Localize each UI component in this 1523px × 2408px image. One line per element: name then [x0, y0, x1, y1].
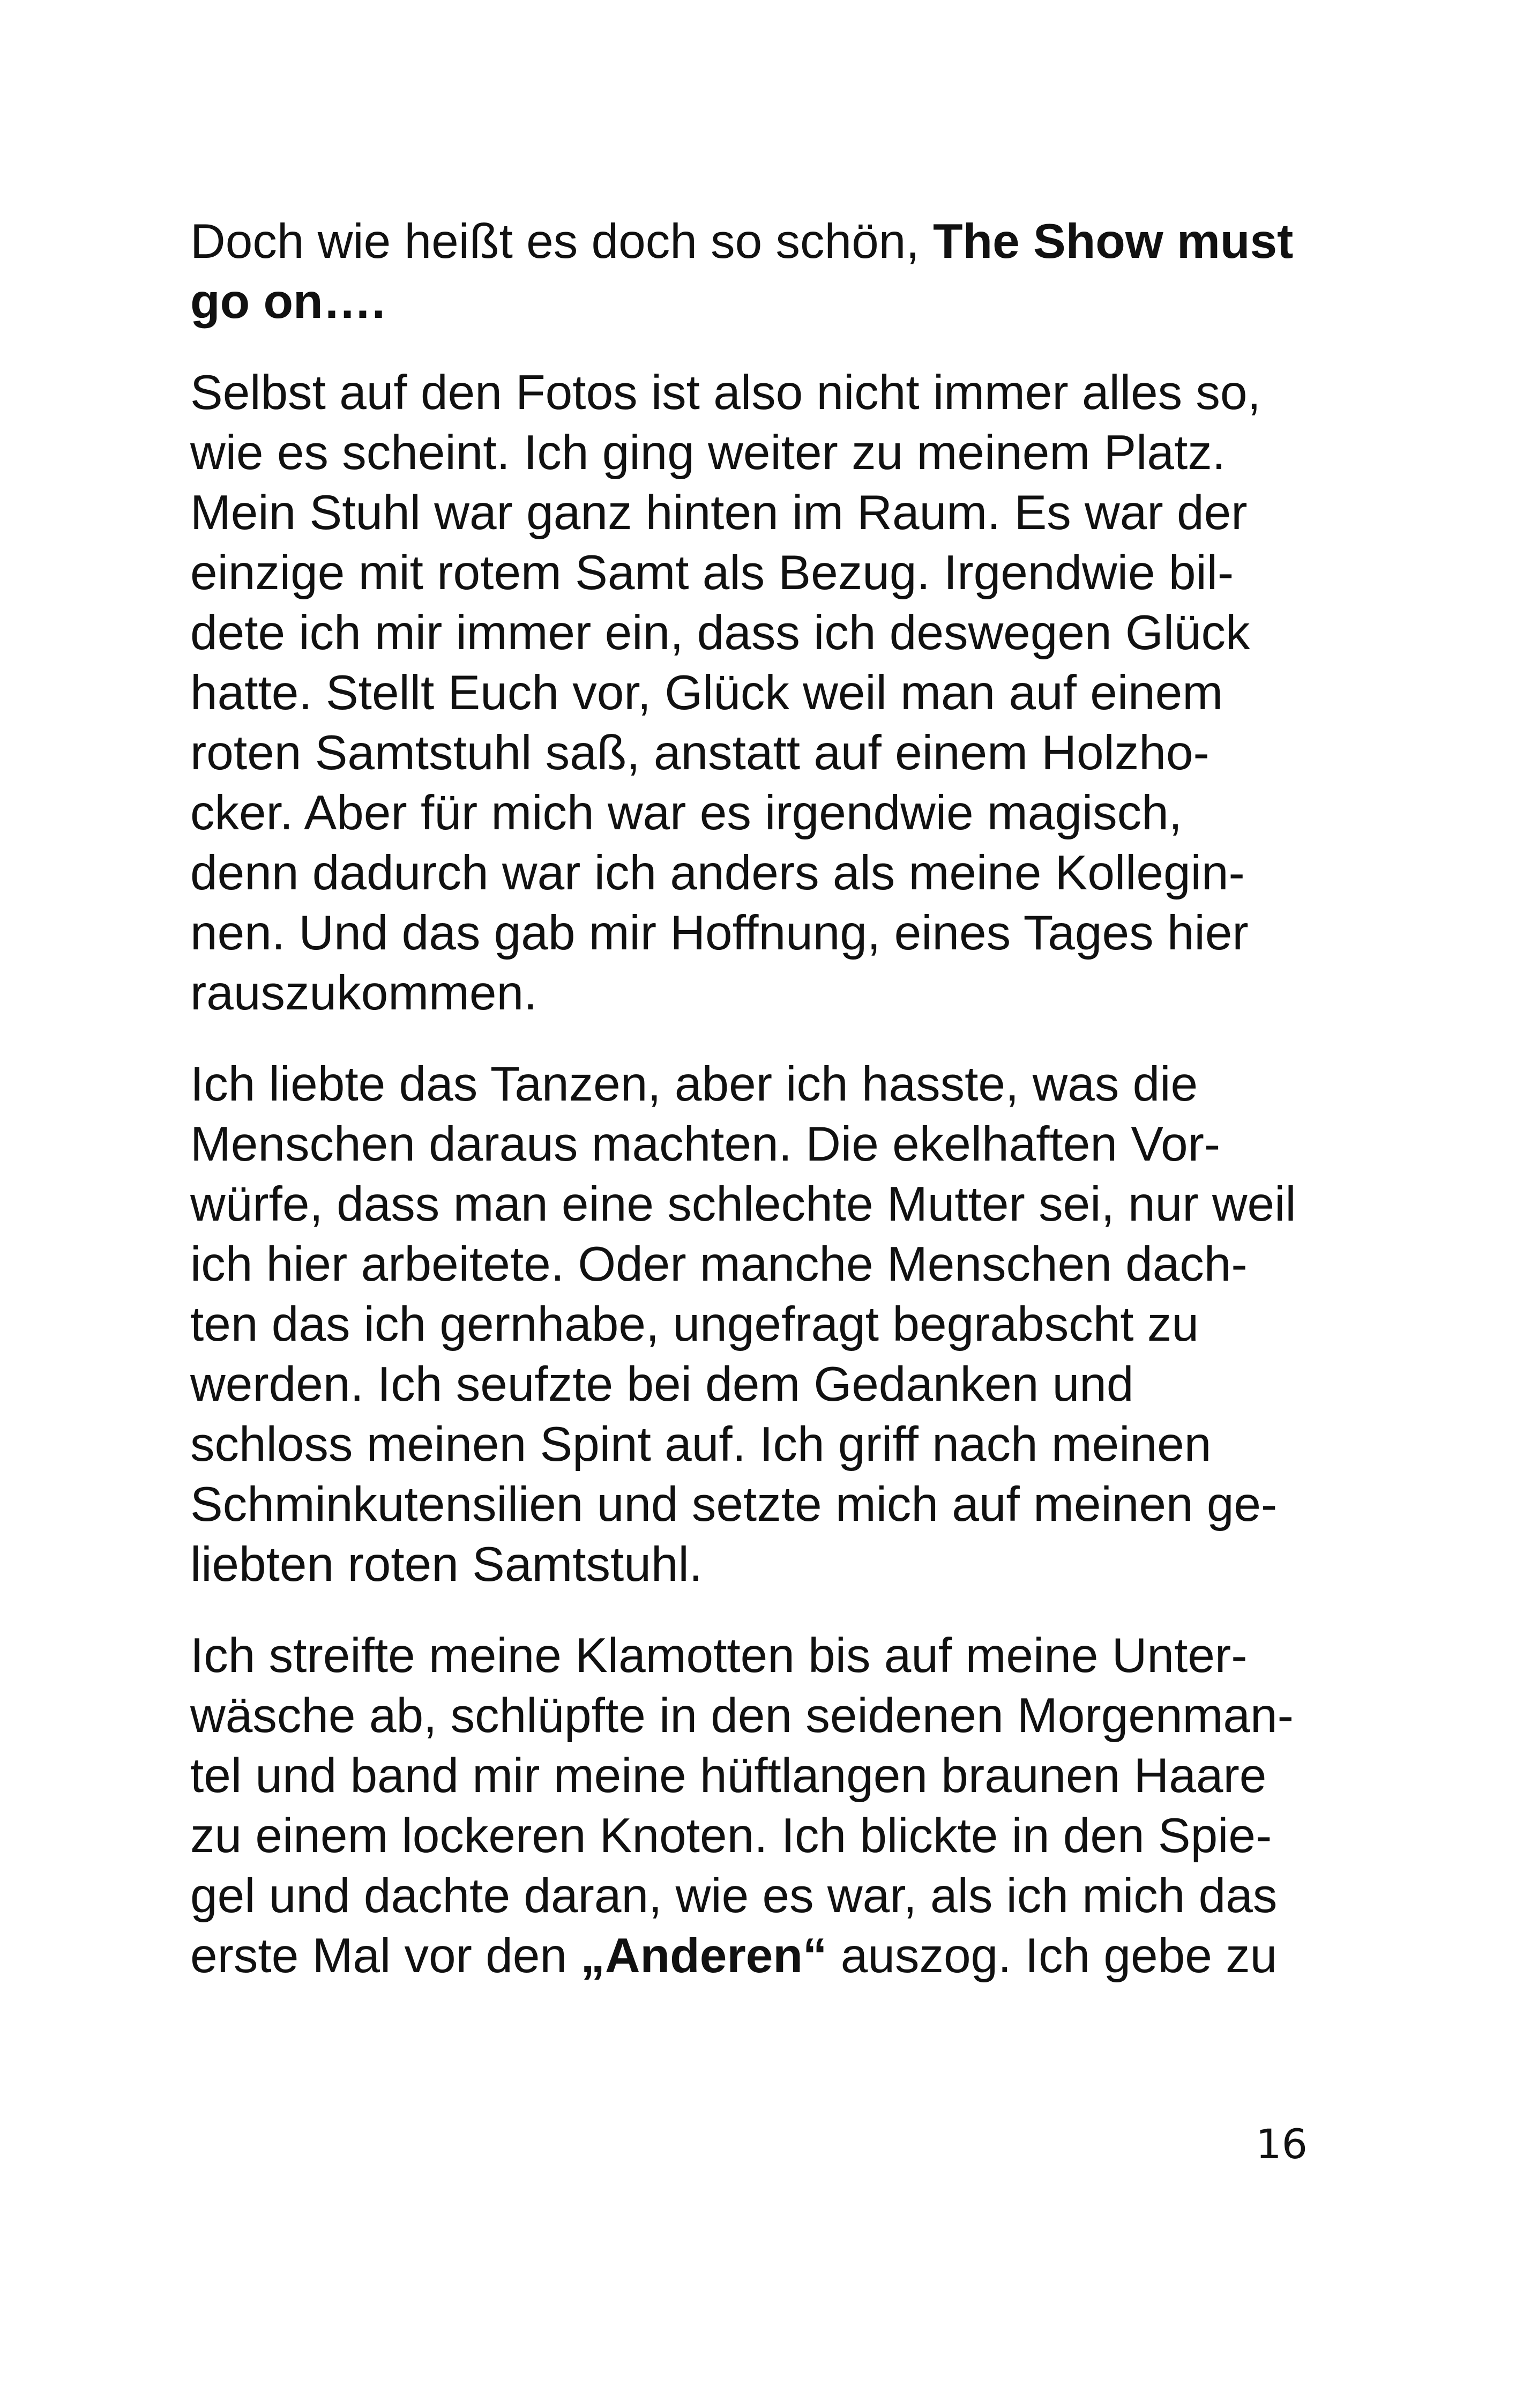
paragraph	[190, 212, 1305, 332]
text-segment: einzige mit rotem Samt als Bezug. Irgendwie bil-	[190, 546, 1234, 600]
text-line	[190, 903, 1305, 963]
text-segment: würfe, dass man eine schlechte Mutter sei, nur weil	[190, 1177, 1296, 1231]
bold-text-segment: go on….	[190, 274, 385, 329]
text-segment: zu einem lockeren Knoten. Ich blickte in den Spie-	[190, 1809, 1272, 1863]
text-segment: tel und band mir meine hüftlangen braunen Haare	[190, 1749, 1267, 1803]
text-segment: rauszukommen.	[190, 966, 537, 1020]
text-line	[190, 1475, 1305, 1535]
text-segment: cker. Aber für mich war es irgendwie magisch,	[190, 786, 1183, 840]
text-segment: wäsche ab, schlüpfte in den seidenen Morgenman-	[190, 1689, 1294, 1743]
text-line	[190, 1235, 1305, 1295]
text-line	[190, 1806, 1305, 1866]
text-line	[190, 1746, 1305, 1806]
text-segment: Selbst auf den Fotos ist also nicht immer alles so,	[190, 366, 1261, 420]
text-segment: Mein Stuhl war ganz hinten im Raum. Es war der	[190, 486, 1248, 540]
text-line	[190, 1686, 1305, 1746]
text-segment: wie es scheint. Ich ging weiter zu meinem Platz.	[190, 426, 1226, 480]
text-line	[190, 483, 1305, 543]
paragraph	[190, 363, 1305, 1023]
text-line	[190, 1535, 1305, 1595]
paragraph	[190, 1054, 1305, 1595]
text-segment: gel und dachte daran, wie es war, als ich mich das	[190, 1869, 1278, 1923]
text-line	[190, 1926, 1305, 1986]
text-segment: nen. Und das gab mir Hoffnung, eines Tages hier	[190, 906, 1249, 960]
text-segment: erste Mal vor den	[190, 1929, 581, 1983]
text-segment: auszog. Ich gebe zu	[827, 1929, 1278, 1983]
text-segment: ten das ich gernhabe, ungefragt begrabscht zu	[190, 1297, 1199, 1351]
page-number: 16	[1256, 2120, 1308, 2168]
text-line	[190, 423, 1305, 483]
text-segment: Ich streifte meine Klamotten bis auf meine Unter-	[190, 1629, 1248, 1683]
text-line	[190, 1175, 1305, 1235]
text-segment: ich hier arbeitete. Oder manche Menschen dach-	[190, 1237, 1248, 1291]
text-segment: hatte. Stellt Euch vor, Glück weil man auf einem	[190, 666, 1223, 720]
text-line	[190, 1626, 1305, 1686]
text-line	[190, 603, 1305, 663]
text-segment: Menschen daraus machten. Die ekelhaften Vor-	[190, 1117, 1221, 1171]
text-line	[190, 1415, 1305, 1475]
body-text	[190, 212, 1305, 2017]
text-segment: Ich liebte das Tanzen, aber ich hasste, was die	[190, 1057, 1198, 1111]
paragraph	[190, 1626, 1305, 1986]
bold-text-segment: The Show must	[932, 214, 1294, 269]
text-segment: denn dadurch war ich anders als meine Kollegin-	[190, 846, 1245, 900]
text-line	[190, 212, 1305, 272]
text-line	[190, 1295, 1305, 1355]
text-line	[190, 1355, 1305, 1415]
text-line	[190, 783, 1305, 843]
text-line	[190, 963, 1305, 1023]
text-line	[190, 1054, 1305, 1114]
text-line	[190, 723, 1305, 783]
text-line	[190, 272, 1305, 332]
text-segment: Schminkutensilien und setzte mich auf meinen ge-	[190, 1477, 1278, 1532]
text-segment: roten Samtstuhl saß, anstatt auf einem Holzho-	[190, 726, 1210, 780]
text-segment: dete ich mir immer ein, dass ich deswegen Glück	[190, 606, 1250, 660]
text-line	[190, 1866, 1305, 1926]
bold-text-segment: „Anderen“	[580, 1929, 827, 1983]
text-line	[190, 663, 1305, 723]
text-line	[190, 1114, 1305, 1175]
text-segment: werden. Ich seufzte bei dem Gedanken und	[190, 1357, 1134, 1411]
text-line	[190, 843, 1305, 903]
text-line	[190, 363, 1305, 423]
text-line	[190, 543, 1305, 603]
text-segment: schloss meinen Spint auf. Ich griff nach meinen	[190, 1417, 1212, 1471]
text-segment: liebten roten Samtstuhl.	[190, 1537, 703, 1592]
text-segment: Doch wie heißt es doch so schön,	[190, 214, 933, 269]
